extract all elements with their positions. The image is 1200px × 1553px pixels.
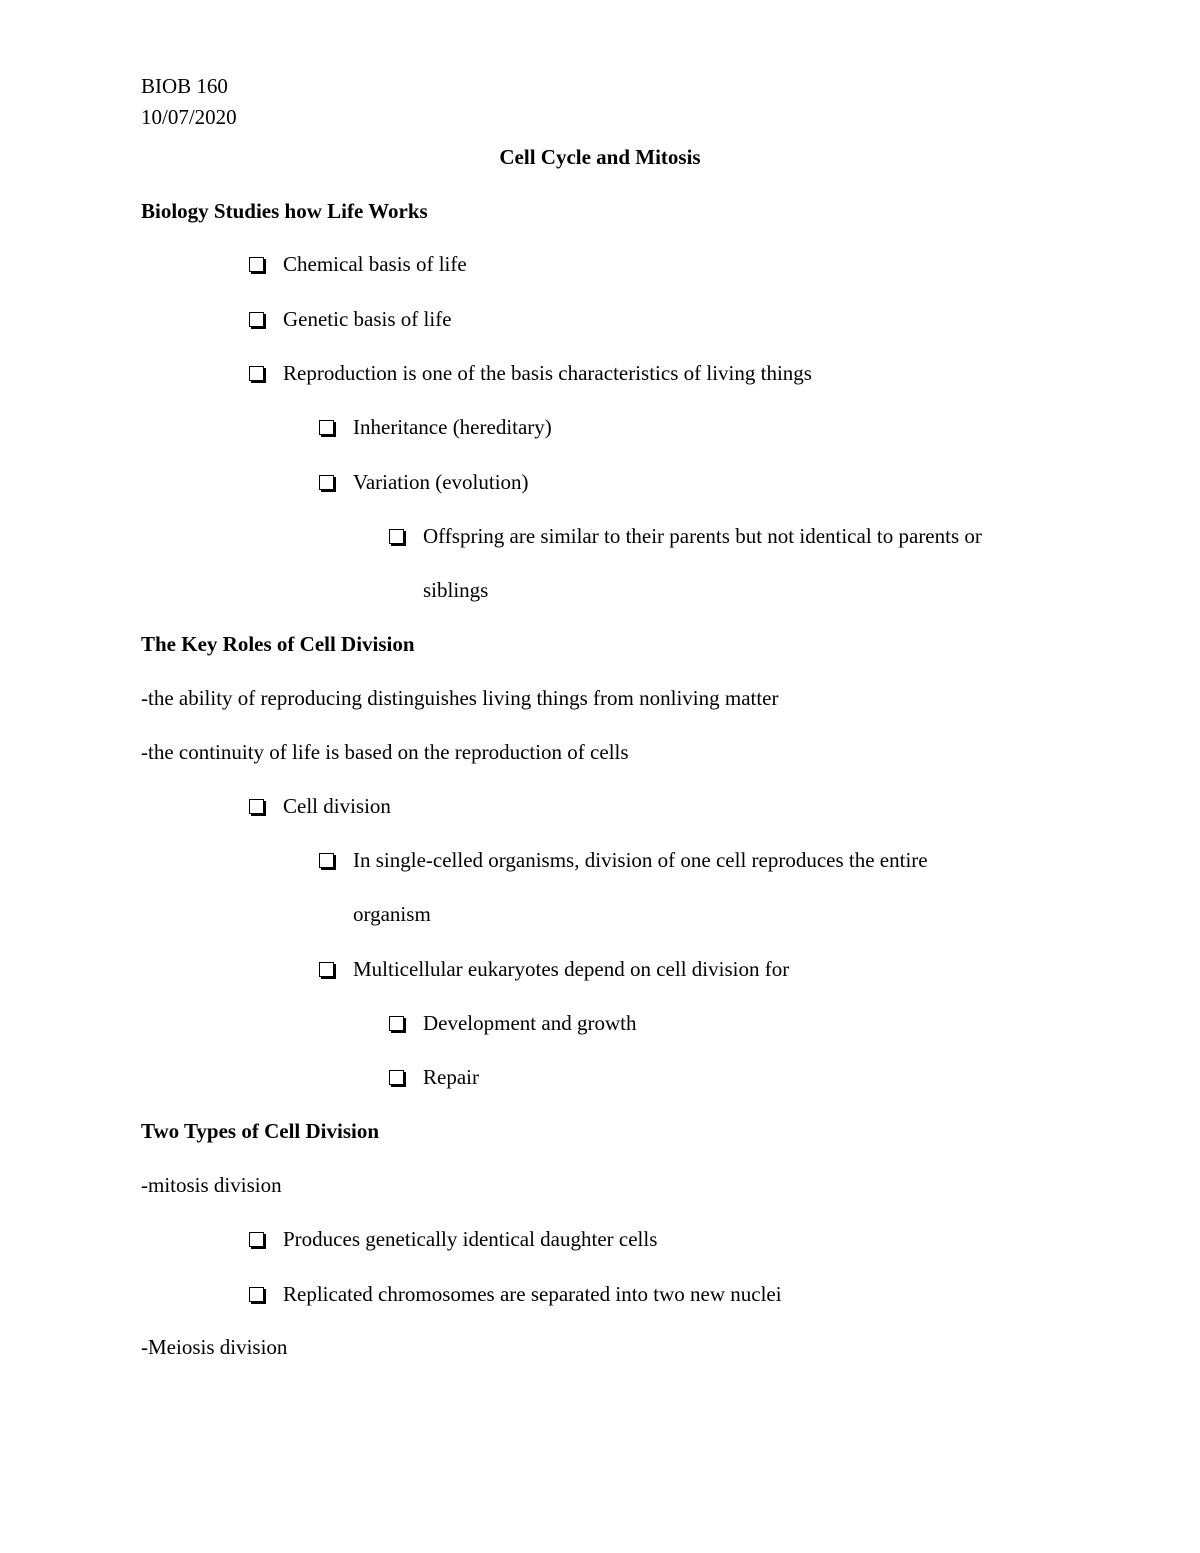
checkbox-icon (249, 1232, 264, 1247)
list-item-text: Chemical basis of life (283, 252, 467, 276)
checkbox-icon (389, 529, 404, 544)
list-item-text: In single-celled organisms, division of one cell reproduces the entire (353, 848, 928, 872)
list-item-text: Cell division (283, 794, 391, 818)
checkbox-icon (389, 1070, 404, 1085)
checkbox-icon (249, 312, 264, 327)
list-item-text: Reproduction is one of the basis characteristics of living things (283, 361, 812, 385)
list-item-continuation: siblings (423, 578, 489, 602)
list-item-continuation: organism (353, 902, 431, 926)
list-item-text: Inheritance (hereditary) (353, 415, 552, 439)
document-title: Cell Cycle and Mitosis (499, 145, 701, 169)
course-code: BIOB 160 (141, 74, 228, 98)
list-item-text: Variation (evolution) (353, 470, 529, 494)
paragraph-line: -the continuity of life is based on the reproduction of cells (141, 740, 629, 764)
list-item-text: Offspring are similar to their parents but not identical to parents or (423, 524, 982, 548)
checkbox-icon (319, 853, 334, 868)
checkbox-icon (249, 257, 264, 272)
checkbox-icon (319, 962, 334, 977)
checkbox-icon (249, 799, 264, 814)
list-item-text: Replicated chromosomes are separated into two new nuclei (283, 1282, 782, 1306)
list-item-text: Repair (423, 1065, 479, 1089)
document-date: 10/07/2020 (141, 105, 237, 129)
checkbox-icon (389, 1016, 404, 1031)
list-item-text: Development and growth (423, 1011, 637, 1035)
checkbox-icon (249, 1287, 264, 1302)
list-item-text: Produces genetically identical daughter cells (283, 1227, 658, 1251)
section-heading-biology: Biology Studies how Life Works (141, 199, 428, 223)
list-item-text: Multicellular eukaryotes depend on cell division for (353, 957, 790, 981)
checkbox-icon (319, 475, 334, 490)
checkbox-icon (249, 366, 264, 381)
section-heading-two-types: Two Types of Cell Division (141, 1119, 380, 1143)
section-heading-key-roles: The Key Roles of Cell Division (141, 632, 415, 656)
list-item-text: Genetic basis of life (283, 307, 452, 331)
paragraph-line: -the ability of reproducing distinguishes living things from nonliving matter (141, 686, 779, 710)
checkbox-icon (319, 420, 334, 435)
paragraph-line: -mitosis division (141, 1173, 282, 1197)
paragraph-line: -Meiosis division (141, 1335, 288, 1359)
